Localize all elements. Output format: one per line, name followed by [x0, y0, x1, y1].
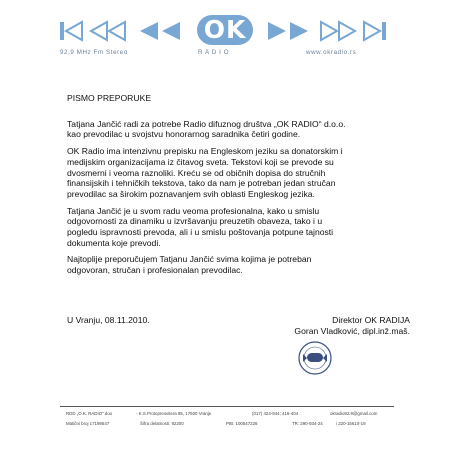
footer-divider: [60, 406, 394, 407]
rewind-icon: [88, 20, 128, 42]
footer-account-1: TR: 290-934-24: [292, 421, 323, 426]
footer-phone: (017) 424-944; 416-404: [252, 411, 299, 416]
ok-radio-logo: OK: [197, 15, 253, 45]
place-and-date: U Vranju, 08.11.2010.: [67, 315, 150, 325]
fast-forward-icon: [318, 20, 358, 42]
signature-block: [260, 315, 410, 337]
letter-title: PISMO PREPORUKE: [67, 93, 152, 103]
signer-name: Goran Vladković, dipl.inž.maš.: [294, 326, 410, 336]
footer-registration-number: Matični broj 17199547: [66, 421, 110, 426]
paragraph-1: Tatjana Jančić radi za potrebe Radio difuznog društva „OK RADIO“ d.o.o. kao prevodilac u svojstvu honorarnog saradnika četiri godine.: [67, 118, 346, 140]
letterhead-tagline: [58, 49, 388, 59]
forward-fill-icon: [262, 20, 314, 42]
footer-email: okradio92.9@gmail.com: [330, 411, 378, 416]
footer-activity-code: Šifra delatnosti: 92200: [140, 421, 184, 426]
footer-tax-id: PIB: 100547226: [226, 421, 258, 426]
footer-address: - K.S.Protopresvitera 85, 17500 Vranje: [136, 411, 212, 416]
official-stamp: [297, 340, 333, 376]
letterhead: [58, 12, 388, 64]
footer-account-2: i 220-15610-19: [336, 421, 366, 426]
tagline-radio: R A D I O: [198, 49, 230, 56]
signer-title: Direktor OK RADIJA: [332, 315, 410, 325]
paragraph-2: OK Radio ima intenzivnu prepisku na Engleskom jeziku sa donatorskim i medijskim organizacijama iz čitavog sveta. Tekstovi koji se prevode su dvosmerni i veoma raznoliki. Kreću se od običnih dopisa do stručnih finansijskih i tehničkih tekstova, tako da nam je potreban jedan stručan prevodilac sa širokim poznavanjem svih oblasti Engleskog jezika.: [67, 146, 343, 199]
footer-company: RDD „O.K. RADIO“ doo: [66, 411, 113, 416]
rewind-fill-icon: [134, 20, 186, 42]
letter-body: [67, 93, 397, 282]
tagline-frequency: 92.9 MHz Fm Stereo: [60, 49, 128, 56]
skip-back-icon: [58, 20, 84, 42]
tagline-website: www.okradio.rs: [306, 49, 357, 56]
paragraph-4: Najtoplije preporučujem Tatjanu Jančić svima kojima je potreban odgovoran, stručan i profesionalan prevodilac.: [67, 254, 312, 276]
skip-forward-icon: [362, 20, 388, 42]
letterhead-icon-row: [58, 15, 388, 45]
paragraph-3: Tatjana Jančić je u svom radu veoma profesionalna, kako u smislu odgovornosti za dinamiku u izvršavanju preuzetih obaveza, tako i u pogledu ispravnosti prevoda, ali i u smislu poštovanja potpune tajnosti dokumenta koje prevodi.: [67, 205, 334, 248]
